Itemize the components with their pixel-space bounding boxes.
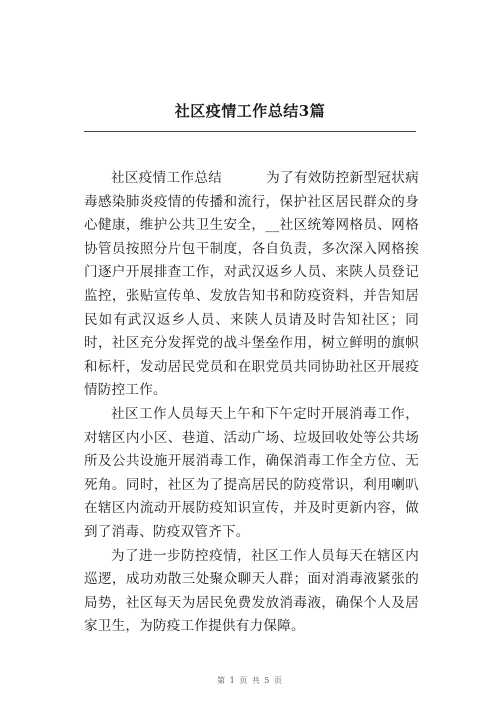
paragraph-1 (84, 167, 419, 403)
paragraph-1-text: 为了有效防控新型冠状病毒感染肺炎疫情的传播和流行，保护社区居民群众的身心健康，维护公共卫生安全，__社区统筹网格员、网格协管员按照分片包干制度，各自负责，多次深入网格挨门逐户开展排查工作，对武汉返乡人员、来陕人员登记监控，张贴宣传单、发放告知书和防疫资料，并告知居民如有武汉返乡人员、来陕人员请及时告知社区；同时，社区充分发挥党的战斗堡垒作用，树立鲜明的旗帜和标杆，发动居民党员和在职党员共同协助社区开展疫情防控工作。 (84, 170, 419, 399)
paragraph-1-lead: 社区疫情工作总结 (111, 170, 223, 186)
paragraph-3: 为了进一步防控疫情，社区工作人员每天在辖区内巡逻，成功劝散三处聚众聊天人群；面对消毒液紧张的局势，社区每天为居民免费发放消毒液，确保个人及居家卫生，为防疫工作提供有力保障。 (84, 547, 419, 635)
page-number-footer: 第 1 页 共 5 页 (217, 676, 283, 685)
document-body (84, 167, 419, 639)
title-divider (84, 131, 416, 132)
paragraph-2: 社区工作人员每天上午和下午定时开展消毒工作，对辖区内小区、巷道、活动广场、垃圾回收处等公共场所及公共设施开展消毒工作，确保消毒工作全方位、无死角。同时，社区为了提高居民的防疫常识，利用喇叭在辖区内流动开展防疫知识宣传，并及时更新内容，做到了消毒、防疫双管齐下。 (84, 405, 419, 540)
document-title: 社区疫情工作总结3篇 (174, 102, 326, 120)
